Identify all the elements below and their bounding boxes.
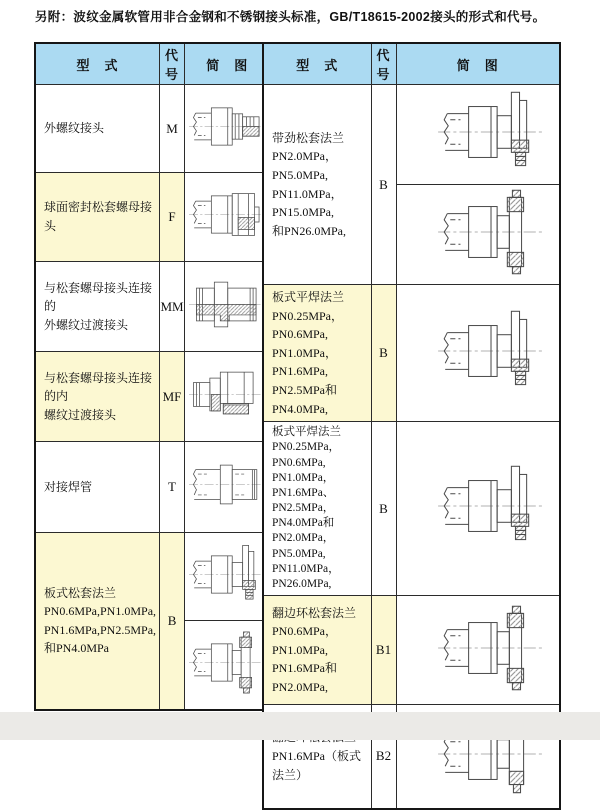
double-male-union-diagram xyxy=(186,273,268,336)
female-union-adapter-diagram xyxy=(186,363,268,426)
type-cell: 板式平焊法兰 PN0.25MPa，PN0.6MPa, PN1.0MPa，PN1.6MPa、 PN2.5MPa，PN4.0MPa和 PN2.0MPa，PN5.0MPa, PN11.0MPa，PN26.0MPa, xyxy=(263,422,371,596)
plate-flange-sym-diagram xyxy=(186,631,268,694)
neck-flange-stem-diagram xyxy=(434,89,546,175)
code-cell: M xyxy=(160,85,185,173)
type-cell: 带劲松套法兰 PN2.0MPa，PN5.0MPa, PN11.0MPa，PN15.0MPa, 和PN26.0MPa, xyxy=(263,85,371,285)
type-cell: 球面密封松套螺母接头 xyxy=(35,173,160,262)
type-cell: 板式平焊法兰 PN0.25MPa，PN0.6MPa, PN1.0MPa，PN1.6MPa, PN2.5MPa和PN4.0MPa, xyxy=(263,285,371,422)
code-cell: B xyxy=(371,285,396,422)
left-table-container xyxy=(34,42,272,711)
diagram-cell xyxy=(185,621,271,710)
col-header-diagram: 简 图 xyxy=(185,43,271,85)
male-thread-diagram xyxy=(186,95,268,158)
col-header-diagram: 简 图 xyxy=(396,43,560,85)
code-cell: F xyxy=(160,173,185,262)
col-header-type: 型 式 xyxy=(263,43,371,85)
code-cell: B xyxy=(160,533,185,710)
diagram-cell xyxy=(185,173,271,262)
diagram-cell xyxy=(185,85,271,173)
type-cell: 与松套螺母接头连接的 外螺纹过渡接头 xyxy=(35,262,160,352)
footer-strip xyxy=(0,712,600,740)
code-cell: B xyxy=(371,422,396,596)
diagram-cell xyxy=(396,285,560,422)
code-cell: B1 xyxy=(371,596,396,705)
plate-weld-flange2-diagram xyxy=(434,463,546,549)
col-header-code: 代号 xyxy=(160,43,185,85)
diagram-cell xyxy=(185,442,271,533)
code-cell: MF xyxy=(160,352,185,442)
diagram-cell xyxy=(185,533,271,621)
right-table-container xyxy=(262,42,561,810)
butt-weld-pipe-diagram xyxy=(186,453,268,516)
plate-flange-stem-diagram xyxy=(186,543,268,606)
code-cell: B2 xyxy=(371,705,396,809)
col-header-type: 型 式 xyxy=(35,43,160,85)
type-cell: 外螺纹接头 xyxy=(35,85,160,173)
type-cell: 板式松套法兰 PN0.6MPa,PN1.0MPa, PN1.6MPa,PN2.5MPa, 和PN4.0MPa xyxy=(35,533,160,710)
loose-nut-diagram xyxy=(186,183,268,246)
page-title: 另附：波纹金属软管用非合金钢和不锈钢接头标准，GB/T18615-2002接头的形式和代号。 xyxy=(35,10,546,24)
diagram-cell xyxy=(185,352,271,442)
fitting-table-left xyxy=(34,42,272,711)
code-cell: T xyxy=(160,442,185,533)
type-cell: 对接焊管 xyxy=(35,442,160,533)
col-header-code: 代号 xyxy=(371,43,396,85)
code-cell: MM xyxy=(160,262,185,352)
lapped-ring-flange-diagram xyxy=(434,605,546,691)
fitting-table-right xyxy=(262,42,561,810)
diagram-cell xyxy=(396,85,560,185)
type-cell: PN1.6MPa（板式法兰） xyxy=(263,705,371,809)
neck-flange-sym-diagram xyxy=(434,189,546,275)
diagram-cell xyxy=(396,422,560,596)
code-cell: B xyxy=(371,85,396,285)
diagram-cell xyxy=(185,262,271,352)
type-cell: 与松套螺母接头连接的内 螺纹过渡接头 xyxy=(35,352,160,442)
diagram-cell xyxy=(396,596,560,705)
plate-weld-flange-diagram xyxy=(434,308,546,394)
type-cell: 翻边环松套法兰 PN0.6MPa，PN1.0MPa, PN1.6MPa和PN2.0MPa, xyxy=(263,596,371,705)
diagram-cell xyxy=(396,185,560,285)
